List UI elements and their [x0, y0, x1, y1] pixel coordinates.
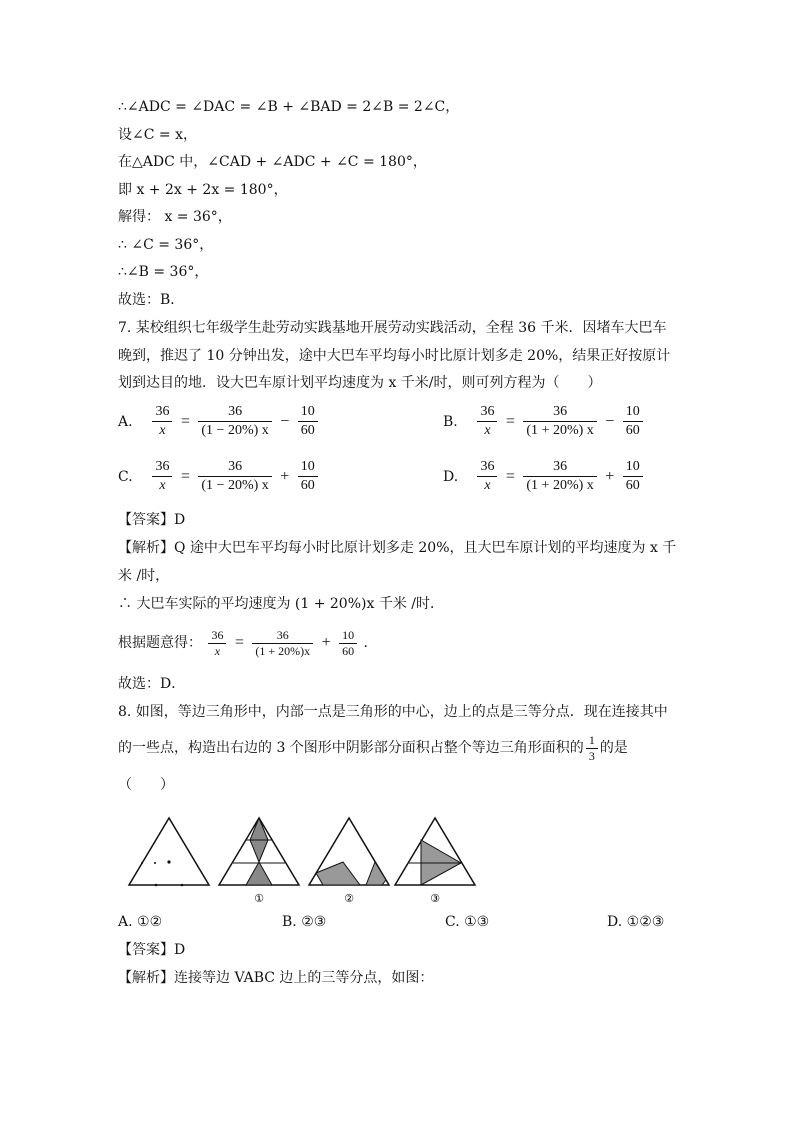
- option-label: B.: [443, 413, 458, 430]
- line-derivation-4: 即 x + 2x + 2x = 180°，: [118, 182, 288, 198]
- q7-answer: 【答案】D: [118, 512, 186, 528]
- q8-option-c[interactable]: C. ①③: [445, 914, 490, 930]
- reference-triangle: [129, 818, 209, 886]
- q7-option-b[interactable]: B. $\frac{36}{x}$ = $\frac{36}{(1 + 20\%) x}$ − $\frac{10}{60}$: [443, 403, 645, 440]
- figure-label-2: ②: [344, 892, 354, 905]
- q8-figure: [120, 810, 480, 910]
- figure-label-3: ③: [430, 892, 440, 905]
- q7-option-d[interactable]: D. $\frac{36}{x}$ = $\frac{36}{(1 + 20\%) x}$ + $\frac{10}{60}$: [443, 458, 645, 495]
- q7-conclusion: 故选：D．: [118, 676, 186, 692]
- center-point: [167, 860, 170, 863]
- option-label: C.: [118, 468, 133, 485]
- line-derivation-3: 在△ADC 中，∠CAD + ∠ADC + ∠C = 180°，: [118, 154, 427, 170]
- q8-answer: 【答案】D: [118, 942, 186, 958]
- fraction-rhs: $\frac{36}{(1 + 20\%) x}$: [523, 458, 596, 495]
- fraction-lhs: $\frac{36}{x}$: [477, 458, 497, 495]
- q8-option-a[interactable]: A. ①②: [118, 914, 163, 930]
- figure-3-triangle: [395, 818, 475, 885]
- q7-analysis-line-1: 【解析】Q 途中大巴车平均每小时比原计划多走 20%，且大巴车原计划的平均速度为 x 千: [118, 540, 677, 556]
- fraction-rhs: $\frac{36}{(1 - 20\%) x}$: [198, 458, 271, 495]
- fraction-rhs: $\frac{36}{(1 - 20\%) x}$: [198, 403, 271, 440]
- fraction-time: $\frac{10}{60}$: [623, 403, 643, 440]
- line-derivation-1: ∴∠ADC = ∠DAC = ∠B + ∠BAD = 2∠B = 2∠C，: [118, 99, 460, 115]
- q8-paren: （ ）: [118, 777, 174, 793]
- q7-text-line-2: 晚到，推迟了 10 分钟出发，途中大巴车平均每小时比原计划多走 20%，结果正好按原计: [118, 348, 671, 364]
- line-derivation-7: ∴∠B = 36°，: [118, 264, 209, 280]
- fraction-time: $\frac{10}{60}$: [298, 403, 318, 440]
- fraction-rhs: $\frac{36}{(1 + 20\%) x}$: [523, 403, 596, 440]
- fraction-time: $\frac{10}{60}$: [298, 458, 318, 495]
- q7-analysis-line-2: 米 /时，: [118, 568, 170, 584]
- line-derivation-6: ∴ ∠C = 36°，: [118, 237, 214, 253]
- option-label: D.: [443, 468, 459, 485]
- fraction-lhs: $\frac{36}{x}$: [152, 458, 172, 495]
- line-derivation-5: 解得： x = 36°，: [118, 209, 232, 225]
- figure-1-triangle: [219, 818, 299, 885]
- q8-text-line-1: 8. 如图，等边三角形中，内部一点是三角形的中心，边上的点是三等分点．现在连接其中: [118, 704, 668, 720]
- eq-fraction-a: $\frac{36}{x}$: [208, 628, 226, 659]
- eq-fraction-b: $\frac{36}{(1 + 20\%)x}$: [252, 628, 313, 659]
- fraction-lhs: $\frac{36}{x}$: [152, 403, 172, 440]
- figure-2-triangle: [309, 818, 389, 885]
- fraction-one-third: $\frac{1}{3}$: [586, 733, 598, 764]
- line-derivation-2: 设∠C = x，: [118, 127, 197, 143]
- q7-analysis-line-3: ∴ 大巴车实际的平均速度为 (1 + 20%)x 千米 /时．: [118, 596, 444, 612]
- q7-equation-line: 根据题意得： $\frac{36}{x}$ = $\frac{36}{(1 + 20\%)x}$ + $\frac{10}{60}$ .: [118, 627, 368, 658]
- q8-text-line-2: 的一些点，构造出右边的 3 个图形中阴影部分面积占整个等边三角形面积的 $\frac{1}{3}$ 的是: [118, 732, 628, 763]
- q7-option-c[interactable]: C. $\frac{36}{x}$ = $\frac{36}{(1 - 20\%) x}$ + $\frac{10}{60}$: [118, 458, 320, 495]
- q7-option-a[interactable]: A. $\frac{36}{x}$ = $\frac{36}{(1 - 20\%) x}$ − $\frac{10}{60}$: [118, 403, 320, 440]
- q8-option-d[interactable]: D. ①②③: [607, 914, 665, 930]
- q8-analysis: 【解析】连接等边 VABC 边上的三等分点，如图：: [118, 970, 434, 986]
- q8-option-b[interactable]: B. ②③: [282, 914, 327, 930]
- fraction-lhs: $\frac{36}{x}$: [477, 403, 497, 440]
- figure-label-1: ①: [254, 892, 264, 905]
- line-conclusion-b: 故选：B．: [118, 292, 185, 308]
- q7-text-line-1: 7. 某校组织七年级学生赴劳动实践基地开展劳动实践活动，全程 36 千米．因堵车大巴车: [118, 320, 667, 336]
- eq-fraction-c: $\frac{10}{60}$: [339, 628, 357, 659]
- q7-text-line-3: 划到达目的地．设大巴车原计划平均速度为 x 千米/时，则可列方程为（ ）: [118, 375, 602, 391]
- equation-prefix: 根据题意得：: [118, 635, 202, 651]
- option-label: A.: [118, 413, 133, 430]
- fraction-time: $\frac{10}{60}$: [623, 458, 643, 495]
